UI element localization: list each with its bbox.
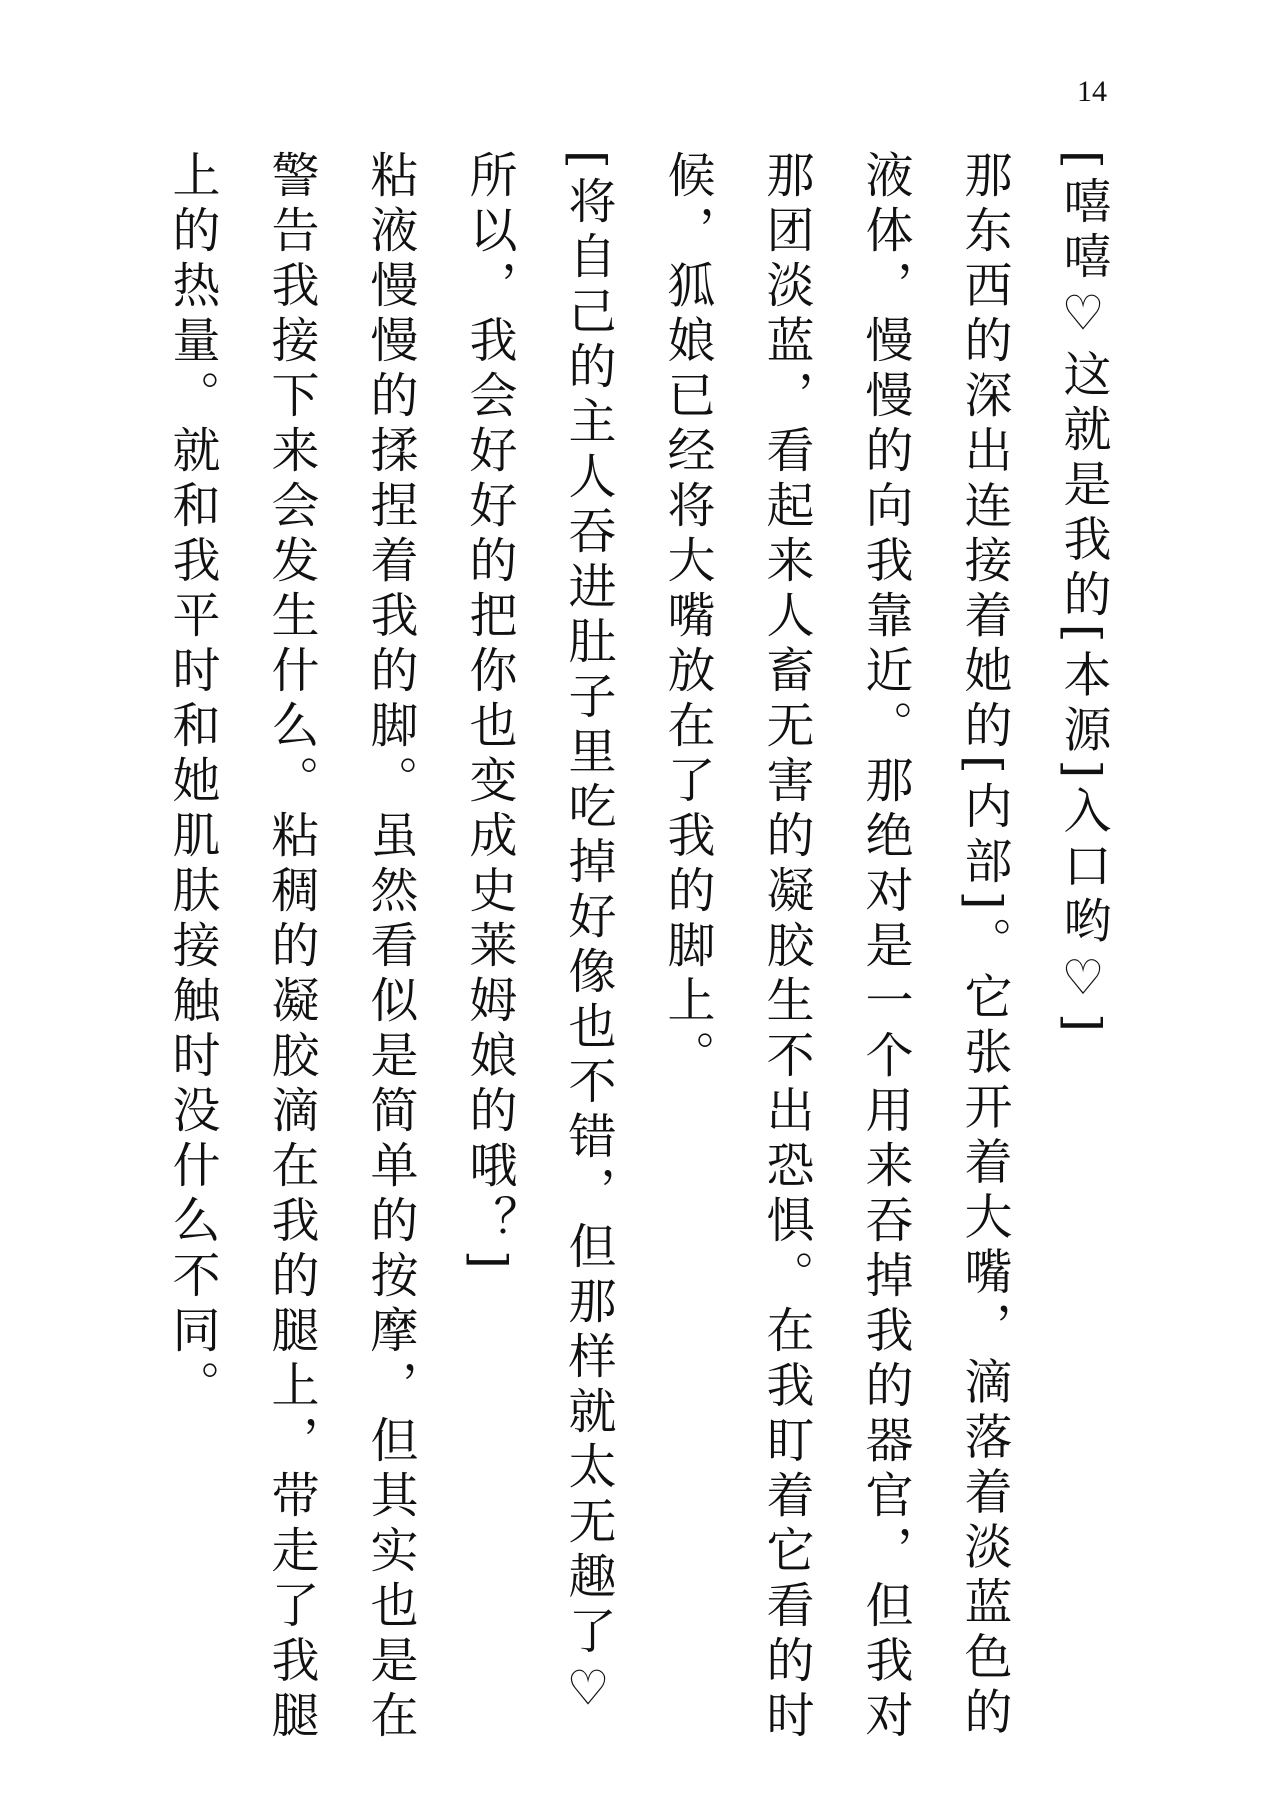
paragraph-dialogue-1: [嘻嘻♡这就是我的[本源]入口哟♡] xyxy=(1055,150,1111,1039)
paragraph-narration-2: 粘液慢慢的揉捏着我的脚。虽然看似是简单的按摩，但其实也是在警告我接下来会发生什么。粘稠的凝胶滴在我的腿上，带走了我腿上的热量。就和我平时和她肌肤接触时没什么不同。 xyxy=(164,150,418,1745)
page-number: 14 xyxy=(1077,75,1107,108)
paragraph-narration-1: 那东西的深出连接着她的[内部]。它张开着大嘴，滴落着淡蓝色的液体，慢慢的向我靠近。那绝对是一个用来吞掉我的器官，但我对那团淡蓝，看起来人畜无害的凝胶生不出恐惧。在我盯着它看的时候，狐娘已经将大嘴放在了我的脚上。 xyxy=(659,150,1012,1745)
paragraph-dialogue-2: [将自己的主人吞进肚子里吃掉好像也不错，但那样就太无趣了♡所以，我会好好的把你也变成史莱姆娘的哦？] xyxy=(461,150,616,1724)
vertical-text-body xyxy=(142,150,1132,1750)
